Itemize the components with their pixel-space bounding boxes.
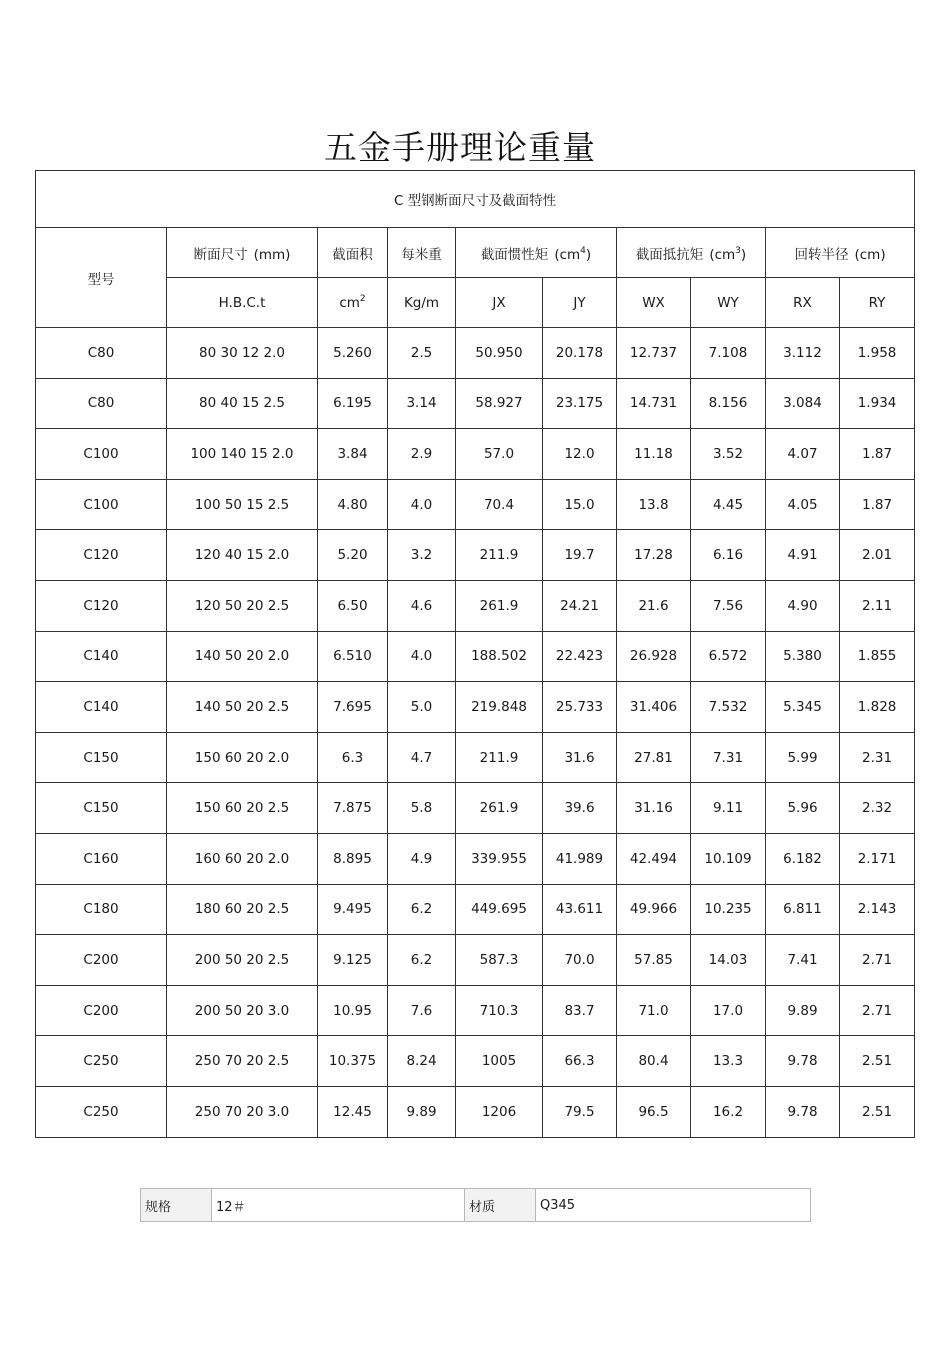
- cell-wx: 49.966: [617, 884, 691, 935]
- cell-jy: 39.6: [543, 783, 617, 834]
- cell-rx: 3.112: [766, 328, 840, 379]
- header-area-unit: $cm^2$: [318, 278, 388, 328]
- cell-area: 6.3: [318, 732, 388, 783]
- cell-weight: 9.89: [388, 1086, 456, 1137]
- cell-jx: 710.3: [456, 985, 543, 1036]
- cell-weight: 4.0: [388, 479, 456, 530]
- cell-jx: 188.502: [456, 631, 543, 682]
- table-caption: C 型钢断面尺寸及截面特性: [36, 171, 915, 228]
- page-title: 五金手册理论重量: [324, 128, 596, 167]
- header-model: 型号: [36, 228, 167, 328]
- cell-wx: 31.16: [617, 783, 691, 834]
- cell-rx: 9.78: [766, 1086, 840, 1137]
- cell-jx: 587.3: [456, 935, 543, 986]
- cell-ry: 1.958: [840, 328, 915, 379]
- cell-model: C150: [36, 783, 167, 834]
- cell-rx: 5.96: [766, 783, 840, 834]
- c-steel-table: [35, 170, 915, 1138]
- cell-jy: 83.7: [543, 985, 617, 1036]
- table-row: [36, 479, 915, 530]
- header-radius: 回转半径 (cm): [766, 228, 915, 278]
- cell-weight: 2.5: [388, 328, 456, 379]
- cell-jx: 211.9: [456, 732, 543, 783]
- cell-wy: 14.03: [691, 935, 766, 986]
- cell-jy: 43.611: [543, 884, 617, 935]
- table-row: [36, 833, 915, 884]
- cell-jx: 261.9: [456, 783, 543, 834]
- cell-jx: 219.848: [456, 682, 543, 733]
- cell-jx: 58.927: [456, 378, 543, 429]
- cell-ry: 1.934: [840, 378, 915, 429]
- cell-area: 3.84: [318, 429, 388, 480]
- cell-ry: 2.71: [840, 985, 915, 1036]
- cell-rx: 9.78: [766, 1036, 840, 1087]
- header-jx: JX: [456, 278, 543, 328]
- cell-jy: 66.3: [543, 1036, 617, 1087]
- cell-rx: 9.89: [766, 985, 840, 1036]
- cell-wy: 6.16: [691, 530, 766, 581]
- cell-jx: 50.950: [456, 328, 543, 379]
- material-label: 材质: [465, 1189, 536, 1222]
- cell-wy: 10.109: [691, 833, 766, 884]
- table-row: [36, 884, 915, 935]
- cell-ry: 2.51: [840, 1036, 915, 1087]
- header-weight: 每米重: [388, 228, 456, 278]
- header-jy: JY: [543, 278, 617, 328]
- cell-rx: 5.380: [766, 631, 840, 682]
- cell-jx: 70.4: [456, 479, 543, 530]
- material-value: Q345: [536, 1189, 811, 1222]
- cell-wx: 11.18: [617, 429, 691, 480]
- cell-jy: 23.175: [543, 378, 617, 429]
- cell-jx: 449.695: [456, 884, 543, 935]
- cell-area: 9.125: [318, 935, 388, 986]
- cell-wy: 13.3: [691, 1036, 766, 1087]
- header-wy: WY: [691, 278, 766, 328]
- cell-model: C200: [36, 985, 167, 1036]
- cell-jx: 57.0: [456, 429, 543, 480]
- cell-jy: 41.989: [543, 833, 617, 884]
- cell-section-size: 100 50 15 2.5: [167, 479, 318, 530]
- cell-area: 6.50: [318, 580, 388, 631]
- cell-jy: 19.7: [543, 530, 617, 581]
- cell-wx: 14.731: [617, 378, 691, 429]
- cell-area: 6.195: [318, 378, 388, 429]
- cell-jx: 211.9: [456, 530, 543, 581]
- cell-wx: 17.28: [617, 530, 691, 581]
- cell-ry: 2.171: [840, 833, 915, 884]
- cell-area: 5.20: [318, 530, 388, 581]
- cell-weight: 6.2: [388, 935, 456, 986]
- cell-ry: 2.31: [840, 732, 915, 783]
- header-dims: H.B.C.t: [167, 278, 318, 328]
- cell-model: C140: [36, 631, 167, 682]
- cell-area: 8.895: [318, 833, 388, 884]
- cell-jy: 22.423: [543, 631, 617, 682]
- cell-wx: 27.81: [617, 732, 691, 783]
- cell-jy: 25.733: [543, 682, 617, 733]
- header-ry: RY: [840, 278, 915, 328]
- cell-model: C100: [36, 429, 167, 480]
- cell-rx: 4.91: [766, 530, 840, 581]
- cell-rx: 4.07: [766, 429, 840, 480]
- cell-wx: 12.737: [617, 328, 691, 379]
- table-row: [36, 378, 915, 429]
- cell-jx: 261.9: [456, 580, 543, 631]
- spec-value: 12＃: [212, 1189, 465, 1222]
- cell-jy: 15.0: [543, 479, 617, 530]
- cell-wx: 42.494: [617, 833, 691, 884]
- cell-wy: 8.156: [691, 378, 766, 429]
- cell-jy: 79.5: [543, 1086, 617, 1137]
- cell-weight: 4.0: [388, 631, 456, 682]
- cell-rx: 3.084: [766, 378, 840, 429]
- cell-area: 4.80: [318, 479, 388, 530]
- cell-area: 7.695: [318, 682, 388, 733]
- header-weight-unit: Kg/m: [388, 278, 456, 328]
- cell-ry: 1.828: [840, 682, 915, 733]
- cell-wx: 21.6: [617, 580, 691, 631]
- cell-model: C150: [36, 732, 167, 783]
- cell-wy: 4.45: [691, 479, 766, 530]
- cell-wx: 13.8: [617, 479, 691, 530]
- cell-section-size: 80 30 12 2.0: [167, 328, 318, 379]
- cell-ry: 1.87: [840, 479, 915, 530]
- cell-wx: 31.406: [617, 682, 691, 733]
- cell-area: 9.495: [318, 884, 388, 935]
- cell-ry: 2.143: [840, 884, 915, 935]
- cell-wx: 96.5: [617, 1086, 691, 1137]
- table-row: [36, 682, 915, 733]
- cell-weight: 4.6: [388, 580, 456, 631]
- cell-rx: 6.182: [766, 833, 840, 884]
- header-rx: RX: [766, 278, 840, 328]
- cell-model: C100: [36, 479, 167, 530]
- cell-wy: 9.11: [691, 783, 766, 834]
- cell-weight: 5.0: [388, 682, 456, 733]
- cell-section-size: 160 60 20 2.0: [167, 833, 318, 884]
- cell-ry: 2.11: [840, 580, 915, 631]
- cell-jx: 1206: [456, 1086, 543, 1137]
- cell-area: 10.375: [318, 1036, 388, 1087]
- cell-wy: 7.56: [691, 580, 766, 631]
- table-row: [36, 631, 915, 682]
- header-modulus: 截面抵抗矩 $(cm^3)$: [617, 228, 766, 278]
- cell-section-size: 250 70 20 3.0: [167, 1086, 318, 1137]
- cell-rx: 4.90: [766, 580, 840, 631]
- cell-ry: 2.51: [840, 1086, 915, 1137]
- table-row: [36, 1086, 915, 1137]
- cell-section-size: 100 140 15 2.0: [167, 429, 318, 480]
- cell-model: C160: [36, 833, 167, 884]
- cell-model: C120: [36, 580, 167, 631]
- cell-section-size: 250 70 20 2.5: [167, 1036, 318, 1087]
- cell-section-size: 120 40 15 2.0: [167, 530, 318, 581]
- cell-section-size: 200 50 20 2.5: [167, 935, 318, 986]
- cell-weight: 7.6: [388, 985, 456, 1036]
- cell-section-size: 140 50 20 2.5: [167, 682, 318, 733]
- cell-weight: 4.9: [388, 833, 456, 884]
- cell-wy: 6.572: [691, 631, 766, 682]
- table-row: [36, 783, 915, 834]
- cell-wx: 80.4: [617, 1036, 691, 1087]
- cell-section-size: 180 60 20 2.5: [167, 884, 318, 935]
- cell-area: 12.45: [318, 1086, 388, 1137]
- cell-model: C200: [36, 935, 167, 986]
- table-row: [36, 429, 915, 480]
- header-area: 截面积: [318, 228, 388, 278]
- header-wx: WX: [617, 278, 691, 328]
- table-row: [36, 328, 915, 379]
- cell-model: C250: [36, 1086, 167, 1137]
- cell-jy: 20.178: [543, 328, 617, 379]
- cell-weight: 6.2: [388, 884, 456, 935]
- cell-wy: 7.108: [691, 328, 766, 379]
- cell-rx: 4.05: [766, 479, 840, 530]
- table-row: [36, 1036, 915, 1087]
- cell-area: 10.95: [318, 985, 388, 1036]
- header-inertia: 截面惯性矩 $(cm^4)$: [456, 228, 617, 278]
- cell-weight: 8.24: [388, 1036, 456, 1087]
- cell-rx: 5.345: [766, 682, 840, 733]
- cell-ry: 2.01: [840, 530, 915, 581]
- cell-rx: 6.811: [766, 884, 840, 935]
- cell-area: 7.875: [318, 783, 388, 834]
- cell-section-size: 200 50 20 3.0: [167, 985, 318, 1036]
- cell-jy: 70.0: [543, 935, 617, 986]
- cell-model: C140: [36, 682, 167, 733]
- table-row: [36, 985, 915, 1036]
- cell-wy: 17.0: [691, 985, 766, 1036]
- table-row: [36, 580, 915, 631]
- cell-wx: 57.85: [617, 935, 691, 986]
- cell-wx: 26.928: [617, 631, 691, 682]
- cell-ry: 2.71: [840, 935, 915, 986]
- cell-jy: 31.6: [543, 732, 617, 783]
- cell-jy: 24.21: [543, 580, 617, 631]
- cell-ry: 1.855: [840, 631, 915, 682]
- cell-weight: 4.7: [388, 732, 456, 783]
- cell-rx: 7.41: [766, 935, 840, 986]
- cell-section-size: 120 50 20 2.5: [167, 580, 318, 631]
- cell-ry: 1.87: [840, 429, 915, 480]
- cell-weight: 3.14: [388, 378, 456, 429]
- cell-rx: 5.99: [766, 732, 840, 783]
- cell-section-size: 80 40 15 2.5: [167, 378, 318, 429]
- cell-section-size: 150 60 20 2.5: [167, 783, 318, 834]
- cell-model: C80: [36, 328, 167, 379]
- cell-model: C80: [36, 378, 167, 429]
- cell-section-size: 140 50 20 2.0: [167, 631, 318, 682]
- table-row: [36, 935, 915, 986]
- cell-ry: 2.32: [840, 783, 915, 834]
- cell-jx: 339.955: [456, 833, 543, 884]
- spec-label: 规格: [141, 1189, 212, 1222]
- table-row: [36, 530, 915, 581]
- cell-wy: 7.532: [691, 682, 766, 733]
- cell-weight: 3.2: [388, 530, 456, 581]
- cell-wy: 16.2: [691, 1086, 766, 1137]
- cell-jx: 1005: [456, 1036, 543, 1087]
- cell-area: 5.260: [318, 328, 388, 379]
- table-row: [36, 732, 915, 783]
- header-section-size: 断面尺寸 (mm): [167, 228, 318, 278]
- cell-jy: 12.0: [543, 429, 617, 480]
- cell-wy: 3.52: [691, 429, 766, 480]
- cell-wx: 71.0: [617, 985, 691, 1036]
- cell-wy: 10.235: [691, 884, 766, 935]
- cell-model: C180: [36, 884, 167, 935]
- cell-section-size: 150 60 20 2.0: [167, 732, 318, 783]
- cell-weight: 5.8: [388, 783, 456, 834]
- cell-model: C120: [36, 530, 167, 581]
- cell-weight: 2.9: [388, 429, 456, 480]
- spec-table: [140, 1188, 811, 1222]
- cell-area: 6.510: [318, 631, 388, 682]
- cell-model: C250: [36, 1036, 167, 1087]
- cell-wy: 7.31: [691, 732, 766, 783]
